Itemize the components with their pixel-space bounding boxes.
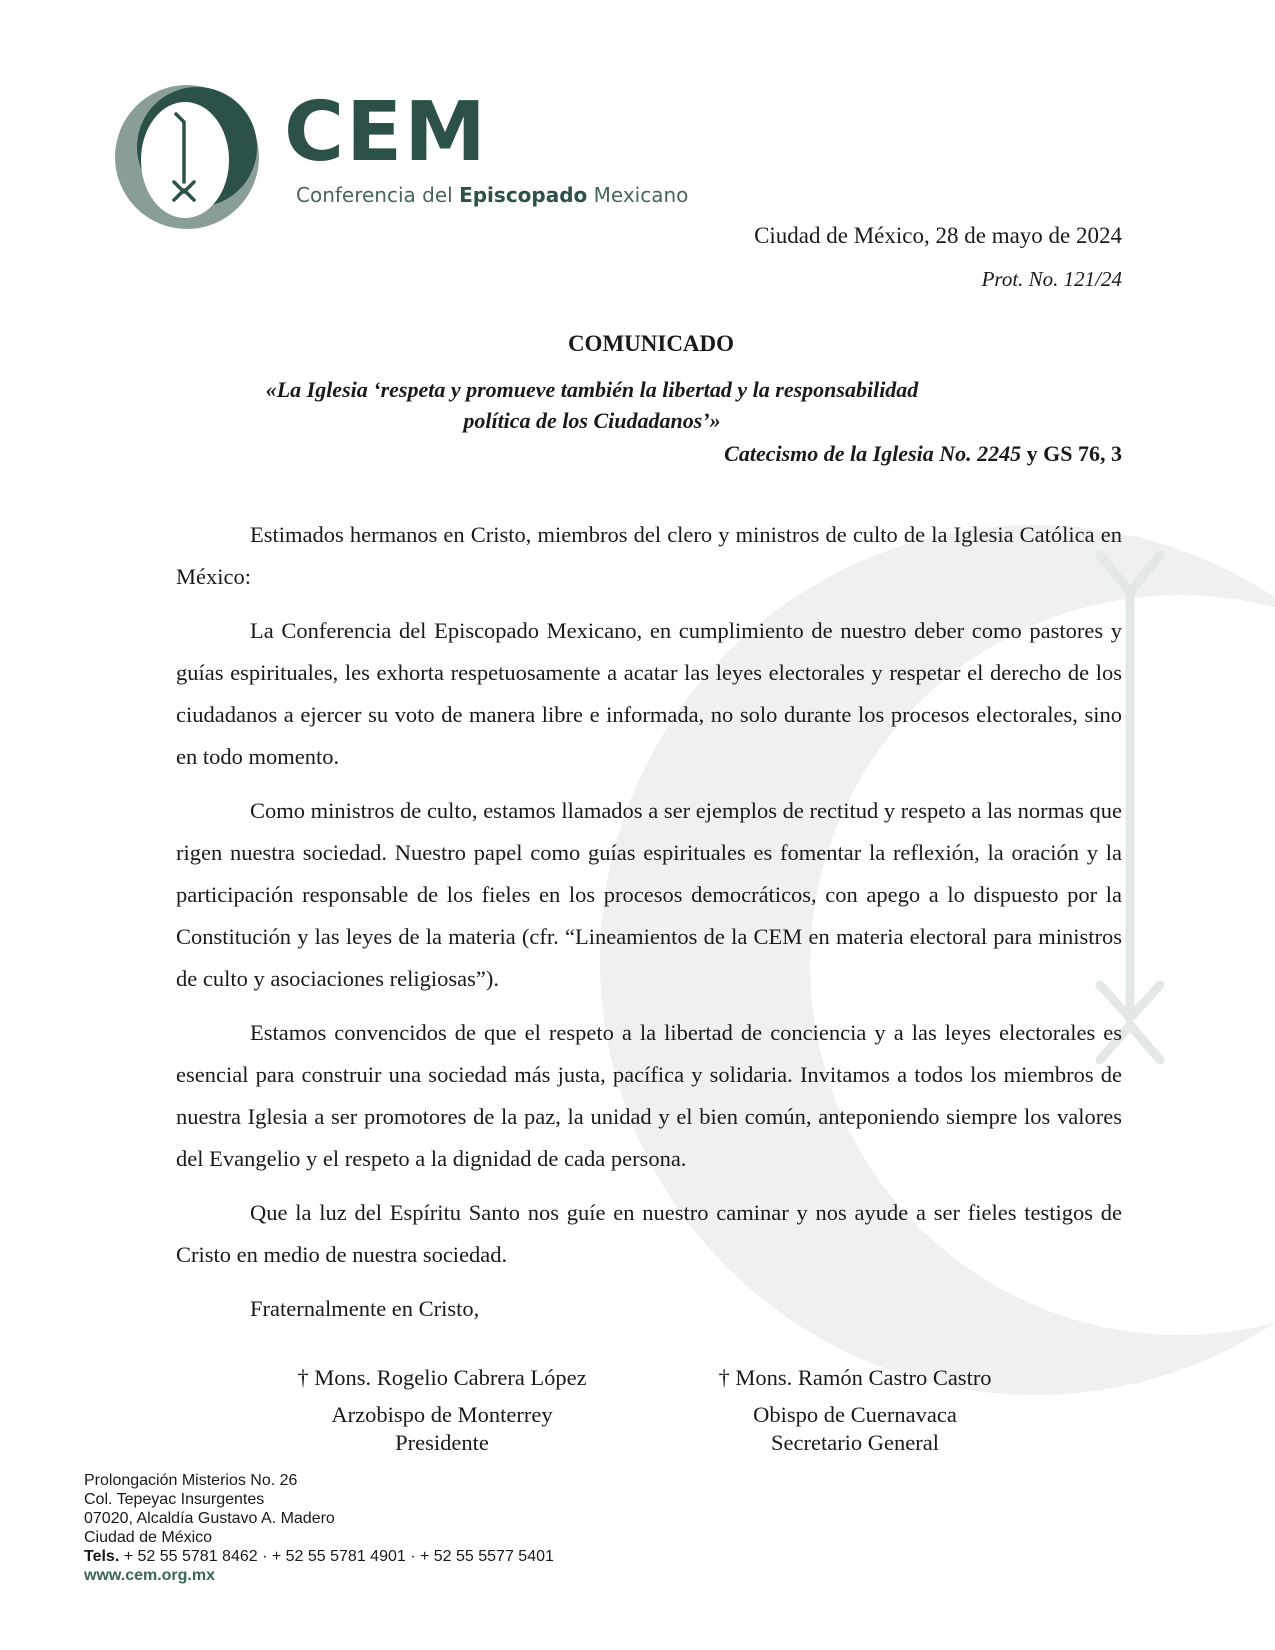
body-paragraph: Estimados hermanos en Cristo, miembros del clero y ministros de culto de la Iglesia Católica en México: <box>176 522 1122 589</box>
signatory-role: Presidente <box>395 1430 489 1455</box>
footer-contact <box>84 1471 554 1585</box>
logo-acronym: CEM <box>284 85 488 180</box>
signature-block <box>690 1364 1020 1457</box>
footer-phones: Tels. + 52 55 5781 8462 · + 52 55 5781 4901 · + 52 55 5577 5401 <box>84 1548 554 1565</box>
footer-address-line: Prolongación Misterios No. 26 <box>84 1472 298 1489</box>
footer-website-link[interactable]: www.cem.org.mx <box>84 1567 215 1584</box>
footer-address-line: Col. Tepeyac Insurgentes <box>84 1491 265 1508</box>
signatory-name: † Mons. Rogelio Cabrera López <box>297 1365 587 1390</box>
footer-address-line: 07020, Alcaldía Gustavo A. Madero <box>84 1510 335 1527</box>
document-body <box>176 514 1122 1288</box>
logo-subtitle: Conferencia del Episcopado Mexicano <box>296 183 689 207</box>
epigraph-citation: Catecismo de la Iglesia No. 2245 y GS 76, 3 <box>724 441 1122 466</box>
body-paragraph: Como ministros de culto, estamos llamados a ser ejemplos de rectitud y respeto a las normas que rigen nuestra sociedad. Nuestro papel como guías espirituales es fomentar la reflexión, la oración y la participación responsable de los fieles en los procesos democráticos, con apego a lo dispuesto por la Constitución y las leyes de la materia (cfr. “Lineamientos de la CEM en materia electoral para ministros de culto y asociaciones religiosas”). <box>176 798 1122 991</box>
protocol-number: Prot. No. 121/24 <box>981 267 1122 291</box>
footer-address-line: Ciudad de México <box>84 1529 213 1546</box>
document-date: Ciudad de México, 28 de mayo de 2024 <box>754 223 1122 248</box>
body-paragraph: La Conferencia del Episcopado Mexicano, en cumplimiento de nuestro deber como pastores y guías espirituales, les exhorta respetuosamente a acatar las leyes electorales y respetar el derecho de los ciudadanos a ejercer su voto de manera libre e informada, no solo durante los procesos electorales, sino en todo momento. <box>176 618 1122 769</box>
body-paragraph: Que la luz del Espíritu Santo nos guíe en nuestro caminar y nos ayude a ser fieles testigos de Cristo en medio de nuestra sociedad. <box>176 1200 1122 1267</box>
signatory-role: Secretario General <box>770 1430 940 1455</box>
signatory-position: Obispo de Cuernavaca <box>753 1402 957 1427</box>
signatory-name: † Mons. Ramón Castro Castro <box>718 1365 992 1390</box>
body-paragraph: Estamos convencidos de que el respeto a la libertad de conciencia y a las leyes electorales es esencial para construir una sociedad más justa, pacífica y solidaria. Invitamos a todos los miembros de nuestra Iglesia a ser promotores de la paz, la unidad y el bien común, anteponiendo siempre los valores del Evangelio y el respeto a la dignidad de cada persona. <box>176 1020 1122 1171</box>
epigraph-quote: «La Iglesia ‘respeta y promueve también la libertad y la responsabilidad política de los Ciudadanos’» <box>265 377 919 433</box>
cem-logo-icon <box>112 82 262 232</box>
closing-salutation: Fraternalmente en Cristo, <box>250 1296 480 1321</box>
signature-block <box>282 1364 602 1457</box>
signatory-position: Arzobispo de Monterrey <box>331 1402 553 1427</box>
document-title: COMUNICADO <box>567 331 735 356</box>
